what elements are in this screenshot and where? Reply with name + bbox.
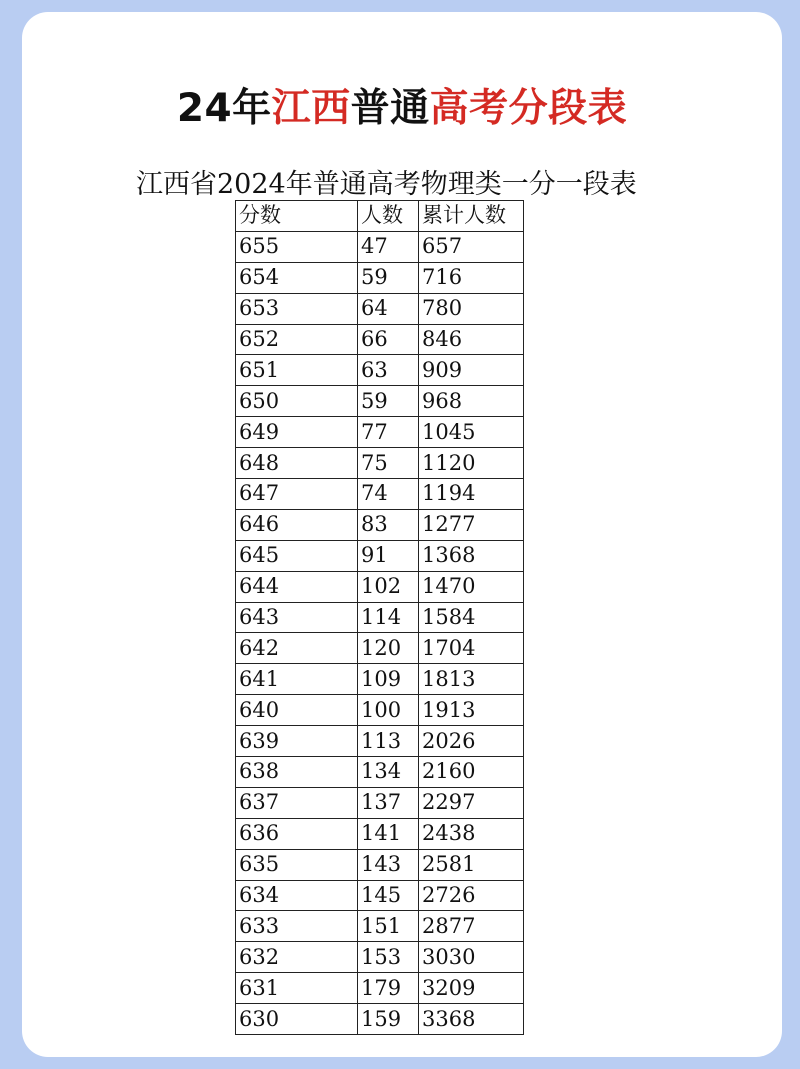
cell-score: 631 — [236, 973, 358, 1004]
score-distribution-table — [235, 200, 524, 1035]
table-row — [236, 726, 524, 757]
cell-cumulative: 780 — [419, 293, 524, 324]
table-row — [236, 293, 524, 324]
table-row — [236, 942, 524, 973]
cell-cumulative: 909 — [419, 355, 524, 386]
table-row — [236, 880, 524, 911]
cell-cumulative: 716 — [419, 262, 524, 293]
cell-count: 120 — [358, 633, 419, 664]
cell-cumulative: 2438 — [419, 818, 524, 849]
cell-count: 59 — [358, 262, 419, 293]
table-row — [236, 757, 524, 788]
table-row — [236, 787, 524, 818]
table-row — [236, 324, 524, 355]
cell-count: 179 — [358, 973, 419, 1004]
cell-count: 151 — [358, 911, 419, 942]
cell-count: 113 — [358, 726, 419, 757]
cell-score: 640 — [236, 695, 358, 726]
cell-count: 143 — [358, 849, 419, 880]
cell-score: 639 — [236, 726, 358, 757]
cell-cumulative: 1813 — [419, 664, 524, 695]
cell-count: 153 — [358, 942, 419, 973]
table-row — [236, 664, 524, 695]
table-row — [236, 417, 524, 448]
cell-score: 652 — [236, 324, 358, 355]
table-row — [236, 479, 524, 510]
table-row — [236, 633, 524, 664]
table-row — [236, 386, 524, 417]
cell-count: 77 — [358, 417, 419, 448]
cell-cumulative: 3368 — [419, 1004, 524, 1035]
cell-cumulative: 1120 — [419, 448, 524, 479]
cell-cumulative: 2297 — [419, 787, 524, 818]
headline — [22, 84, 782, 134]
table-title: 江西省2024年普通高考物理类一分一段表 — [136, 169, 637, 200]
cell-score: 653 — [236, 293, 358, 324]
table-row — [236, 911, 524, 942]
cell-score: 649 — [236, 417, 358, 448]
table-row — [236, 602, 524, 633]
cell-count: 59 — [358, 386, 419, 417]
headline-exam-table: 高考分段表 — [429, 86, 628, 131]
cell-count: 159 — [358, 1004, 419, 1035]
cell-count: 74 — [358, 479, 419, 510]
cell-cumulative: 3030 — [419, 942, 524, 973]
cell-score: 637 — [236, 787, 358, 818]
table-row — [236, 262, 524, 293]
cell-cumulative: 657 — [419, 231, 524, 262]
header-count: 人数 — [358, 201, 419, 232]
content-card — [22, 12, 782, 1057]
cell-cumulative: 1368 — [419, 540, 524, 571]
cell-score: 646 — [236, 509, 358, 540]
cell-count: 102 — [358, 571, 419, 602]
cell-count: 137 — [358, 787, 419, 818]
cell-count: 63 — [358, 355, 419, 386]
table-row — [236, 448, 524, 479]
table-row — [236, 849, 524, 880]
cell-cumulative: 2726 — [419, 880, 524, 911]
cell-count: 145 — [358, 880, 419, 911]
cell-score: 630 — [236, 1004, 358, 1035]
table-row — [236, 355, 524, 386]
cell-score: 632 — [236, 942, 358, 973]
cell-score: 642 — [236, 633, 358, 664]
cell-score: 635 — [236, 849, 358, 880]
cell-count: 75 — [358, 448, 419, 479]
cell-count: 91 — [358, 540, 419, 571]
table-header-row — [236, 201, 524, 232]
headline-province: 江西 — [271, 86, 351, 131]
table-row — [236, 818, 524, 849]
table-row — [236, 571, 524, 602]
cell-count: 83 — [358, 509, 419, 540]
table-row — [236, 1004, 524, 1035]
cell-count: 47 — [358, 231, 419, 262]
headline-normal: 普通 — [350, 86, 430, 131]
header-cumulative: 累计人数 — [419, 201, 524, 232]
cell-cumulative: 3209 — [419, 973, 524, 1004]
cell-score: 634 — [236, 880, 358, 911]
cell-cumulative: 1277 — [419, 509, 524, 540]
headline-year: 24年 — [176, 86, 272, 131]
cell-score: 633 — [236, 911, 358, 942]
cell-cumulative: 968 — [419, 386, 524, 417]
cell-cumulative: 1704 — [419, 633, 524, 664]
table-row — [236, 695, 524, 726]
cell-score: 643 — [236, 602, 358, 633]
cell-cumulative: 2026 — [419, 726, 524, 757]
table-row — [236, 973, 524, 1004]
cell-count: 64 — [358, 293, 419, 324]
cell-cumulative: 2581 — [419, 849, 524, 880]
table-body — [236, 231, 524, 1034]
cell-score: 636 — [236, 818, 358, 849]
cell-cumulative: 1194 — [419, 479, 524, 510]
cell-cumulative: 1584 — [419, 602, 524, 633]
cell-score: 647 — [236, 479, 358, 510]
cell-cumulative: 2160 — [419, 757, 524, 788]
table-row — [236, 540, 524, 571]
table-row — [236, 509, 524, 540]
cell-score: 644 — [236, 571, 358, 602]
cell-score: 641 — [236, 664, 358, 695]
cell-cumulative: 1045 — [419, 417, 524, 448]
cell-score: 654 — [236, 262, 358, 293]
cell-score: 651 — [236, 355, 358, 386]
cell-cumulative: 2877 — [419, 911, 524, 942]
cell-count: 114 — [358, 602, 419, 633]
cell-count: 66 — [358, 324, 419, 355]
cell-score: 638 — [236, 757, 358, 788]
cell-score: 648 — [236, 448, 358, 479]
cell-cumulative: 846 — [419, 324, 524, 355]
cell-count: 100 — [358, 695, 419, 726]
cell-score: 650 — [236, 386, 358, 417]
cell-count: 134 — [358, 757, 419, 788]
header-score: 分数 — [236, 201, 358, 232]
table-row — [236, 231, 524, 262]
cell-cumulative: 1913 — [419, 695, 524, 726]
cell-cumulative: 1470 — [419, 571, 524, 602]
cell-score: 655 — [236, 231, 358, 262]
cell-count: 141 — [358, 818, 419, 849]
cell-count: 109 — [358, 664, 419, 695]
cell-score: 645 — [236, 540, 358, 571]
